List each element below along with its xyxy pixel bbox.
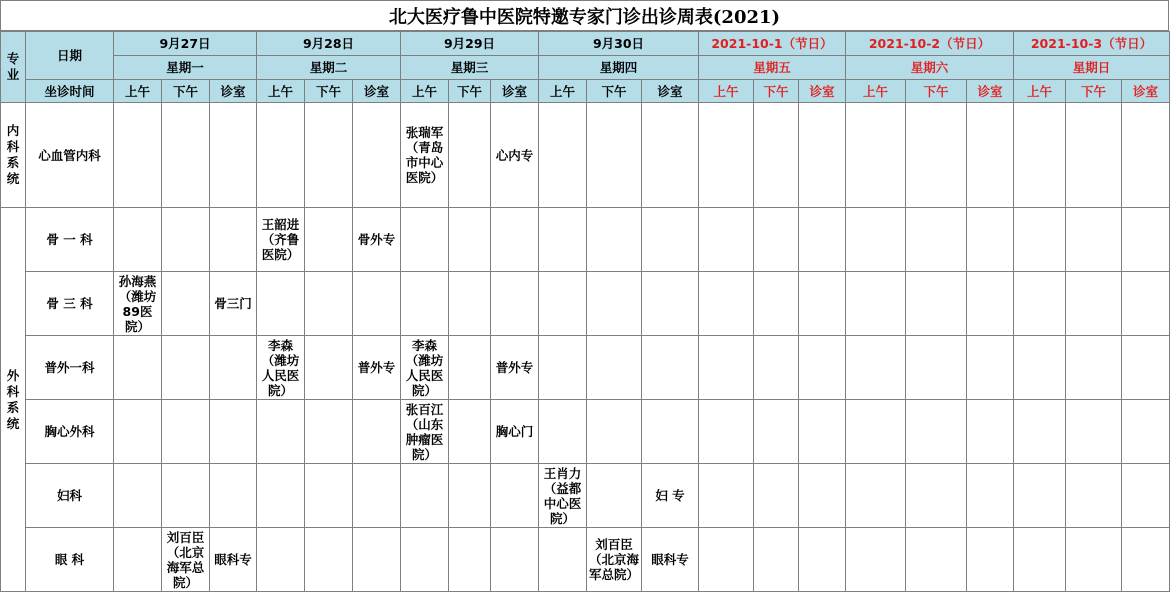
schedule-cell bbox=[449, 103, 491, 208]
schedule-cell bbox=[353, 464, 401, 528]
schedule-cell bbox=[539, 208, 587, 272]
schedule-cell: 刘百臣（北京海军总院） bbox=[587, 528, 642, 592]
day-weekday: 星期三 bbox=[401, 56, 539, 80]
day-weekday: 星期五 bbox=[699, 56, 846, 80]
schedule-cell bbox=[210, 336, 257, 400]
schedule-cell bbox=[906, 103, 967, 208]
schedule-cell bbox=[967, 272, 1014, 336]
schedule-cell bbox=[754, 208, 799, 272]
schedule-cell bbox=[754, 336, 799, 400]
schedule-cell: 心内专 bbox=[491, 103, 539, 208]
schedule-cell bbox=[1066, 336, 1122, 400]
slot-room: 诊室 bbox=[1122, 80, 1170, 103]
schedule-cell bbox=[642, 400, 699, 464]
schedule-cell bbox=[162, 272, 210, 336]
schedule-cell bbox=[642, 208, 699, 272]
schedule-cell bbox=[491, 208, 539, 272]
schedule-cell bbox=[642, 336, 699, 400]
schedule-cell bbox=[1122, 528, 1170, 592]
schedule-cell bbox=[846, 528, 906, 592]
schedule-cell bbox=[1066, 208, 1122, 272]
schedule-cell: 李森（潍坊人民医院） bbox=[401, 336, 449, 400]
schedule-cell: 张百江（山东肿瘤医院） bbox=[401, 400, 449, 464]
schedule-cell bbox=[846, 208, 906, 272]
department-row bbox=[1, 528, 1170, 592]
department-name: 骨 三 科 bbox=[26, 272, 114, 336]
department-name: 眼 科 bbox=[26, 528, 114, 592]
schedule-cell bbox=[305, 103, 353, 208]
schedule-cell bbox=[799, 336, 846, 400]
slot-room: 诊室 bbox=[210, 80, 257, 103]
schedule-cell bbox=[210, 208, 257, 272]
slot-pm: 下午 bbox=[754, 80, 799, 103]
schedule-cell bbox=[699, 272, 754, 336]
schedule-cell bbox=[539, 272, 587, 336]
schedule-cell bbox=[799, 528, 846, 592]
schedule-cell bbox=[642, 103, 699, 208]
schedule-cell bbox=[587, 464, 642, 528]
schedule-cell bbox=[587, 208, 642, 272]
schedule-cell: 李森（潍坊人民医院） bbox=[257, 336, 305, 400]
schedule-cell bbox=[1066, 272, 1122, 336]
header-row-weekday bbox=[1, 56, 1170, 80]
schedule-cell bbox=[1066, 103, 1122, 208]
day-date: 2021-10-2（节日） bbox=[846, 32, 1014, 56]
schedule-cell bbox=[162, 336, 210, 400]
department-row bbox=[1, 103, 1170, 208]
schedule-cell bbox=[1014, 103, 1066, 208]
schedule-cell bbox=[257, 103, 305, 208]
time-header: 坐诊时间 bbox=[26, 80, 114, 103]
day-weekday: 星期日 bbox=[1014, 56, 1170, 80]
schedule-cell bbox=[210, 103, 257, 208]
schedule-cell bbox=[401, 208, 449, 272]
schedule-cell bbox=[967, 336, 1014, 400]
schedule-cell bbox=[1066, 464, 1122, 528]
day-date: 9月27日 bbox=[114, 32, 257, 56]
schedule-cell bbox=[114, 103, 162, 208]
schedule-cell bbox=[257, 528, 305, 592]
schedule-cell: 王肖力（益都中心医院） bbox=[539, 464, 587, 528]
schedule-cell bbox=[754, 272, 799, 336]
schedule-cell bbox=[539, 400, 587, 464]
schedule-cell bbox=[539, 528, 587, 592]
schedule-cell bbox=[799, 103, 846, 208]
schedule-cell bbox=[846, 336, 906, 400]
schedule-cell bbox=[491, 272, 539, 336]
schedule-cell: 王韶进（齐鲁医院） bbox=[257, 208, 305, 272]
schedule-cell bbox=[846, 464, 906, 528]
schedule-cell bbox=[754, 528, 799, 592]
schedule-cell bbox=[906, 272, 967, 336]
schedule-cell bbox=[305, 336, 353, 400]
schedule-cell bbox=[967, 400, 1014, 464]
schedule-cell bbox=[257, 464, 305, 528]
schedule-cell bbox=[114, 208, 162, 272]
schedule-cell bbox=[846, 103, 906, 208]
schedule-cell bbox=[257, 272, 305, 336]
department-name: 心血管内科 bbox=[26, 103, 114, 208]
schedule-cell bbox=[305, 208, 353, 272]
schedule-cell bbox=[1014, 336, 1066, 400]
schedule-cell bbox=[114, 528, 162, 592]
day-date: 2021-10-3（节日） bbox=[1014, 32, 1170, 56]
slot-am: 上午 bbox=[401, 80, 449, 103]
day-weekday: 星期一 bbox=[114, 56, 257, 80]
day-date: 9月30日 bbox=[539, 32, 699, 56]
schedule-cell bbox=[449, 272, 491, 336]
schedule-cell bbox=[210, 400, 257, 464]
schedule-cell bbox=[799, 400, 846, 464]
schedule-cell bbox=[967, 464, 1014, 528]
schedule-cell bbox=[699, 336, 754, 400]
day-date: 9月29日 bbox=[401, 32, 539, 56]
schedule-cell bbox=[587, 336, 642, 400]
schedule-cell bbox=[699, 528, 754, 592]
schedule-cell: 骨三门 bbox=[210, 272, 257, 336]
schedule-cell bbox=[353, 528, 401, 592]
schedule-cell bbox=[1014, 400, 1066, 464]
schedule-cell bbox=[162, 400, 210, 464]
slot-room: 诊室 bbox=[491, 80, 539, 103]
schedule-cell bbox=[114, 464, 162, 528]
schedule-cell bbox=[799, 464, 846, 528]
schedule-cell bbox=[846, 272, 906, 336]
day-weekday: 星期六 bbox=[846, 56, 1014, 80]
schedule-cell bbox=[967, 208, 1014, 272]
schedule-cell bbox=[642, 272, 699, 336]
schedule-cell bbox=[1066, 400, 1122, 464]
schedule-cell bbox=[449, 464, 491, 528]
schedule-cell: 刘百臣（北京海军总院） bbox=[162, 528, 210, 592]
schedule-cell bbox=[1122, 208, 1170, 272]
group-neike: 内科系统 bbox=[1, 103, 26, 208]
schedule-cell bbox=[449, 400, 491, 464]
schedule-cell bbox=[401, 272, 449, 336]
sheet-title: 北大医疗鲁中医院特邀专家门诊出诊周表(2021) bbox=[0, 0, 1169, 31]
slot-am: 上午 bbox=[1014, 80, 1066, 103]
schedule-cell bbox=[210, 464, 257, 528]
schedule-cell bbox=[449, 208, 491, 272]
schedule-cell bbox=[305, 272, 353, 336]
schedule-cell bbox=[305, 528, 353, 592]
schedule-cell bbox=[353, 272, 401, 336]
slot-pm: 下午 bbox=[305, 80, 353, 103]
day-weekday: 星期二 bbox=[257, 56, 401, 80]
schedule-cell bbox=[906, 336, 967, 400]
schedule-cell bbox=[799, 272, 846, 336]
date-header: 日期 bbox=[26, 32, 114, 80]
schedule-cell bbox=[1014, 272, 1066, 336]
slot-pm: 下午 bbox=[587, 80, 642, 103]
schedule-cell bbox=[401, 528, 449, 592]
schedule-cell bbox=[401, 464, 449, 528]
day-weekday: 星期四 bbox=[539, 56, 699, 80]
schedule-cell bbox=[353, 400, 401, 464]
schedule-cell bbox=[353, 103, 401, 208]
schedule-cell bbox=[587, 103, 642, 208]
zhuanye-header: 专业 bbox=[1, 32, 26, 103]
schedule-cell bbox=[906, 208, 967, 272]
slot-pm: 下午 bbox=[449, 80, 491, 103]
schedule-cell: 骨外专 bbox=[353, 208, 401, 272]
schedule-cell: 妇 专 bbox=[642, 464, 699, 528]
slot-room: 诊室 bbox=[967, 80, 1014, 103]
schedule-cell bbox=[754, 103, 799, 208]
schedule-cell bbox=[162, 103, 210, 208]
day-date: 9月28日 bbox=[257, 32, 401, 56]
schedule-cell: 孙海燕（潍坊89医院） bbox=[114, 272, 162, 336]
schedule-cell bbox=[1122, 400, 1170, 464]
slot-am: 上午 bbox=[846, 80, 906, 103]
group-waike: 外科系统 bbox=[1, 208, 26, 592]
schedule-table bbox=[0, 31, 1170, 592]
slot-room: 诊室 bbox=[353, 80, 401, 103]
slot-room: 诊室 bbox=[642, 80, 699, 103]
schedule-cell bbox=[906, 400, 967, 464]
schedule-cell bbox=[906, 528, 967, 592]
schedule-cell bbox=[587, 272, 642, 336]
slot-am: 上午 bbox=[539, 80, 587, 103]
schedule-cell bbox=[449, 336, 491, 400]
schedule-cell bbox=[1066, 528, 1122, 592]
slot-am: 上午 bbox=[114, 80, 162, 103]
schedule-cell bbox=[967, 528, 1014, 592]
slot-pm: 下午 bbox=[906, 80, 967, 103]
slot-room: 诊室 bbox=[799, 80, 846, 103]
schedule-cell bbox=[449, 528, 491, 592]
department-name: 胸心外科 bbox=[26, 400, 114, 464]
schedule-cell bbox=[305, 400, 353, 464]
schedule-cell bbox=[754, 464, 799, 528]
schedule-cell: 张瑞军（青岛市中心医院） bbox=[401, 103, 449, 208]
department-row bbox=[1, 464, 1170, 528]
schedule-cell bbox=[257, 400, 305, 464]
department-row bbox=[1, 336, 1170, 400]
schedule-cell bbox=[967, 103, 1014, 208]
schedule-cell: 普外专 bbox=[491, 336, 539, 400]
schedule-cell bbox=[699, 400, 754, 464]
department-name: 妇科 bbox=[26, 464, 114, 528]
schedule-cell bbox=[699, 103, 754, 208]
department-name: 骨 一 科 bbox=[26, 208, 114, 272]
schedule-cell bbox=[305, 464, 353, 528]
schedule-cell bbox=[754, 400, 799, 464]
schedule-cell: 眼科专 bbox=[210, 528, 257, 592]
slot-am: 上午 bbox=[257, 80, 305, 103]
header-row-slots bbox=[1, 80, 1170, 103]
schedule-cell bbox=[846, 400, 906, 464]
schedule-cell bbox=[1122, 464, 1170, 528]
schedule-cell bbox=[114, 336, 162, 400]
schedule-cell bbox=[587, 400, 642, 464]
schedule-cell bbox=[906, 464, 967, 528]
schedule-cell: 眼科专 bbox=[642, 528, 699, 592]
schedule-cell bbox=[1122, 336, 1170, 400]
slot-am: 上午 bbox=[699, 80, 754, 103]
schedule-cell bbox=[162, 464, 210, 528]
department-row bbox=[1, 400, 1170, 464]
schedule-cell: 普外专 bbox=[353, 336, 401, 400]
schedule-cell bbox=[1122, 103, 1170, 208]
schedule-cell bbox=[162, 208, 210, 272]
schedule-cell bbox=[699, 208, 754, 272]
department-name: 普外一科 bbox=[26, 336, 114, 400]
schedule-cell bbox=[1014, 208, 1066, 272]
schedule-cell bbox=[491, 464, 539, 528]
schedule-cell bbox=[1014, 528, 1066, 592]
department-row bbox=[1, 272, 1170, 336]
schedule-cell bbox=[1122, 272, 1170, 336]
schedule-cell: 胸心门 bbox=[491, 400, 539, 464]
slot-pm: 下午 bbox=[162, 80, 210, 103]
schedule-cell bbox=[114, 400, 162, 464]
schedule-cell bbox=[799, 208, 846, 272]
schedule-cell bbox=[491, 528, 539, 592]
department-row bbox=[1, 208, 1170, 272]
schedule-cell bbox=[1014, 464, 1066, 528]
slot-pm: 下午 bbox=[1066, 80, 1122, 103]
header-row-date bbox=[1, 32, 1170, 56]
day-date: 2021-10-1（节日） bbox=[699, 32, 846, 56]
schedule-cell bbox=[699, 464, 754, 528]
schedule-cell bbox=[539, 103, 587, 208]
schedule-cell bbox=[539, 336, 587, 400]
